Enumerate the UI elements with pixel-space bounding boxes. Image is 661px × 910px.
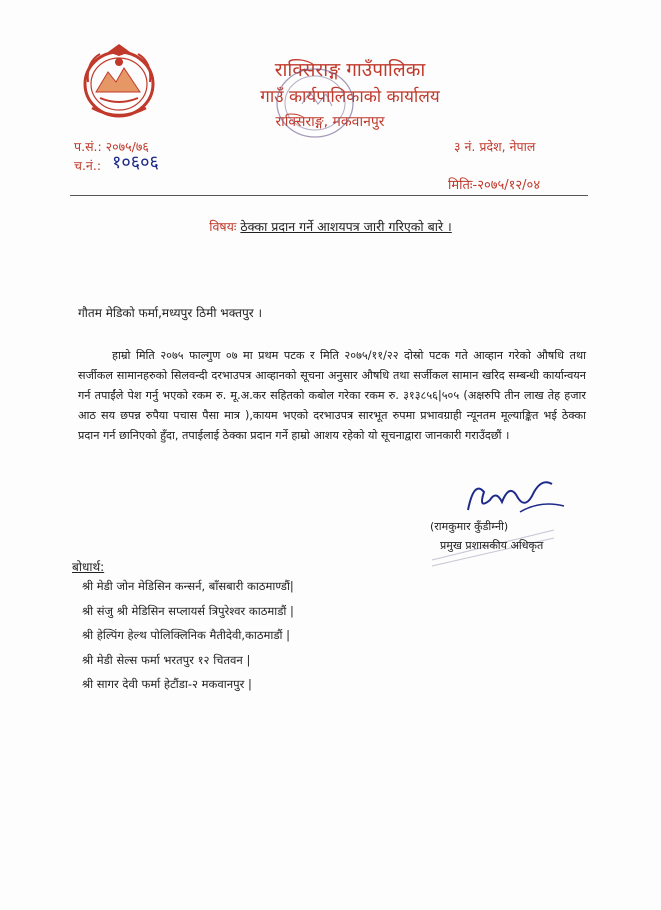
subject-line bbox=[0, 218, 661, 235]
dispatch-number: १०६०६ bbox=[112, 152, 159, 173]
dispatch-label: च.नं.: bbox=[74, 158, 102, 173]
subject-text: ठेक्का प्रदान गर्ने आशयपत्र जारी गरिएको बारे । bbox=[240, 219, 452, 234]
letter-date: मितिः-२०७५/१२/०४ bbox=[448, 178, 541, 193]
signatory-name: (रामकुमार कुँडीम्नी) bbox=[430, 520, 509, 533]
nepal-emblem-icon bbox=[78, 42, 160, 120]
signatory-post: प्रमुख प्रशासकीय अधिकृत bbox=[440, 539, 544, 552]
cc-item: श्री हेल्पिंग हेल्थ पोलिक्लिनिक मैतीदेवी,काठमाडौं | bbox=[82, 628, 291, 642]
office-name: राक्सिराङ्ग गाउँपालिका bbox=[274, 59, 426, 81]
cc-item: श्री मेडी जोन मेडिसिन कन्सर्न, बाँसबारी काठमाण्डौं| bbox=[82, 579, 294, 593]
office-subtitle: गाउँ कार्यपालिकाको कार्यालय bbox=[260, 87, 440, 107]
cc-item: श्री मेडी सेल्स फर्मा भरतपुर १२ चितवन | bbox=[82, 652, 251, 667]
subject-label: विषयः bbox=[209, 219, 237, 234]
addressee: गौतम मेडिको फर्मा,मध्यपुर ठिमी भक्तपुर । bbox=[78, 306, 263, 320]
cc-item: श्री संजु श्री मेडिसिन सप्लायर्स त्रिपुरेश्वर काठमाडौं | bbox=[82, 603, 294, 618]
office-address: राक्सिराङ्ग, मकवानपुर bbox=[275, 114, 385, 130]
cc-list bbox=[82, 574, 294, 697]
letter-body: हाम्रो मिति २०७५ फाल्गुण ०७ मा प्रथम पटक र मिति २०७५/११/२२ दोस्रो पटक गते आव्हान गरेको औषधि तथा सर्जीकल सामानहरुको सिलवन्दी दरभाउपत्र आव्हानको सूचना अनुसार औषधि तथा सर्जीकल सामान खरिद सम्बन्धी कार्यान्वयन गर्न तपाईंले पेश गर्नु भएको रकम रु. मू.अ.कर सहितको कबोल गरेका रकम रु. ३१३८५६|५०५ (अक्षरुपि तीन लाख तेह हजार आठ सय छपन्न रुपैया पचास पैसा मात्र ),कायम भएको दरभाउपत्र सारभूत रुपमा प्रभावग्राही न्यूनतम मूल्याङ्कित भई ठेक्का प्रदान गर्न छानिएको हुँदा, तपाईलाई ठेक्का प्रदान गर्ने हाम्रो आशय रहेको यो सूचनाद्वारा जानकारी गराउँदछौं । bbox=[78, 349, 586, 442]
cc-title: बोधार्थ: bbox=[72, 560, 105, 574]
reference-number: प.सं.: २०७५/७६ bbox=[74, 139, 149, 154]
cc-item: श्री सागर देवी फर्मा हेटौंडा-२ मकवानपुर | bbox=[82, 677, 252, 691]
office-stamp-icon bbox=[272, 64, 358, 142]
province-label: ३ नं. प्रदेश, नेपाल bbox=[454, 139, 536, 154]
header-divider bbox=[70, 195, 588, 196]
